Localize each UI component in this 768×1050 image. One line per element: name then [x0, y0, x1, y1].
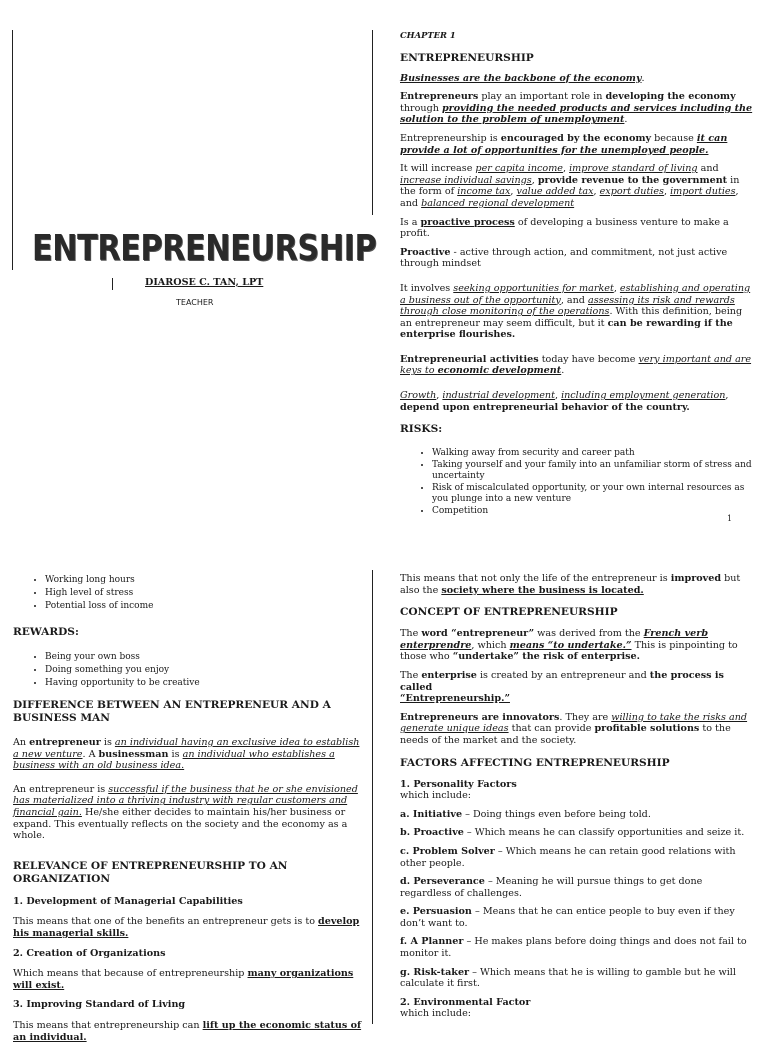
list-item: • Risk of miscalculated opportunity, or your own internal resources as you plunge into a new venture	[432, 483, 756, 505]
author-role: TEACHER	[176, 298, 214, 307]
document-page-1	[0, 0, 768, 517]
trait-item: g. Risk-taker – Which means that he is willing to gamble but he will calculate it first.	[400, 966, 736, 990]
chapter-column	[400, 30, 756, 525]
relevance-1-heading: 1. Development of Managerial Capabilities	[13, 895, 243, 907]
factor-1-heading: 1. Personality Factors	[400, 778, 517, 790]
factors-heading: FACTORS AFFECTING ENTREPRENEURSHIP	[400, 756, 670, 769]
relevance-heading: RELEVANCE OF ENTREPRENEURSHIP TO AN ORGANIZATION	[13, 859, 288, 885]
relevance-2-heading: 2. Creation of Organizations	[13, 947, 166, 959]
factor-2-sub: which include:	[400, 1008, 471, 1020]
right-column	[400, 573, 756, 1027]
para-activities: Entrepreneurial activities today have become very important and are keys to economic development.	[400, 353, 752, 377]
rewards-heading: REWARDS:	[13, 626, 79, 638]
list-item: • Walking away from security and career path	[432, 448, 756, 459]
factor-1-block	[400, 779, 756, 802]
concept-heading: CONCEPT OF ENTREPRENEURSHIP	[400, 606, 618, 619]
trait-item: f. A Planner – He makes plans before doing things and does not fail to monitor it.	[400, 936, 747, 960]
list-item: • High level of stress	[45, 587, 365, 599]
para-difference: An entrepreneur is an individual having an exclusive idea to establish a new venture. A businessman is an individual who establishes a business with an old business idea.	[13, 737, 360, 772]
trait-item: c. Problem Solver – Which means he can retain good relations with other people.	[400, 845, 736, 869]
cover-title: ENTREPRENEURSHIP	[32, 228, 377, 269]
backbone-line: Businesses are the backbone of the economy.	[400, 72, 645, 84]
column-divider	[372, 570, 373, 1024]
trait-item: a. Initiative – Doing things even before being told.	[400, 808, 651, 820]
para-increase: It will increase per capita income, improve standard of living and increase individual savings, provide revenue to the government in the form of income tax, value added tax, export duties, import duties, and balanced regional development	[400, 163, 740, 209]
cover-title-block	[32, 228, 377, 269]
para-society: This means that not only the life of the entrepreneur is improved but also the society where the business is located.	[400, 573, 741, 596]
list-item: • Working long hours	[45, 574, 365, 586]
list-item: • Having opportunity to be creative	[45, 677, 365, 689]
trait-item: b. Proactive – Which means he can classify opportunities and seize it.	[400, 827, 745, 839]
para-entrepreneurs-role: Entrepreneurs play an important role in developing the economy through providing the needed products and services including the solution to the problem of unemployment.	[400, 91, 753, 126]
relevance-1-text: This means that one of the benefits an entrepreneur gets is to develop his managerial skills.	[13, 916, 360, 939]
factor-1-sub: which include:	[400, 790, 471, 802]
document-page-2	[0, 512, 768, 1043]
factor-2-heading: 2. Environmental Factor	[400, 996, 531, 1008]
author-marker	[112, 278, 113, 290]
chapter-heading: ENTREPRENEURSHIP	[400, 51, 534, 64]
page-number: 1	[727, 514, 733, 523]
para-proactive-process: Is a proactive process of developing a business venture to make a profit.	[400, 216, 729, 240]
list-item: • Doing something you enjoy	[45, 664, 365, 676]
para-encouraged: Entrepreneurship is encouraged by the economy because it can provide a lot of opportunities for the unemployed people.	[400, 132, 728, 156]
para-proactive-definition: Proactive - active through action, and commitment, not just active through mindset	[400, 246, 728, 270]
risks-list	[400, 448, 756, 517]
para-innovators: Entrepreneurs are innovators. They are willing to take the risks and generate unique ideas that can provide profitable solutions to the needs of the market and the society.	[400, 711, 748, 746]
column-divider	[372, 30, 373, 215]
relevance-3-text: This means that entrepreneurship can lift up the economic status of an individual.	[13, 1019, 362, 1043]
para-successful: An entrepreneur is successful if the business that he or she envisioned has materialized into a thriving industry with regular customers and financial gain. He/she either decides to maintain his/her business or expand. This eventually reflects on the society and the economy as a whole.	[13, 783, 358, 842]
margin-line	[12, 30, 13, 270]
list-item: • Potential loss of income	[45, 600, 365, 612]
difference-heading: DIFFERENCE BETWEEN AN ENTREPRENEUR AND A BUSINESS MAN	[13, 699, 331, 724]
author-name: DIAROSE C. TAN, LPT	[145, 277, 264, 288]
factor-2-block	[400, 997, 756, 1020]
list-item: • Being your own boss	[45, 651, 365, 663]
risks-heading: RISKS:	[400, 423, 443, 436]
para-enterprise: The enterprise is created by an entrepreneur and the process is called “Entrepreneurship.”	[400, 669, 724, 705]
para-involves: It involves seeking opportunities for market, establishing and operating a business out of the opportunity, and assessing its risk and rewards through close monitoring of the operations. With this definition, being an entrepreneur may seem difficult, but it can be rewarding if the enterprise flourishes.	[400, 282, 751, 341]
trait-item: e. Persuasion – Means that he can entice people to buy even if they don’t want to.	[400, 906, 735, 929]
para-growth: Growth, industrial development, including employment generation, depend upon entrepreneurial behavior of the country.	[400, 390, 729, 413]
para-word-origin: The word “entrepreneur” was derived from the French verb enterprendre, which means “to undertake.” This is pinpointing to those who “undertake” the risk of enterprise.	[400, 628, 738, 663]
risks-continued-list	[13, 574, 365, 612]
left-column	[13, 574, 365, 1050]
chapter-label: CHAPTER 1	[400, 30, 456, 40]
list-item: • Competition	[432, 506, 756, 517]
relevance-2-text: Which means that because of entrepreneurship many organizations will exist.	[13, 968, 354, 991]
trait-item: d. Perseverance – Meaning he will pursue things to get done regardless of challenges.	[400, 876, 703, 899]
relevance-3-heading: 3. Improving Standard of Living	[13, 999, 186, 1011]
rewards-list	[13, 651, 365, 689]
list-item: • Taking yourself and your family into an unfamiliar storm of stress and uncertainty	[432, 460, 756, 482]
